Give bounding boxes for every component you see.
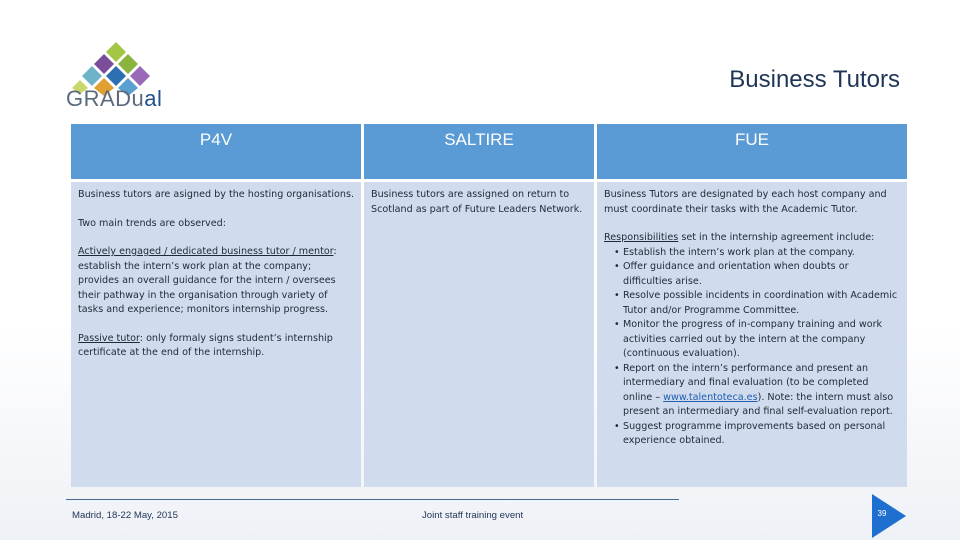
footer-divider <box>66 499 679 500</box>
business-tutors-table <box>68 121 910 490</box>
slide-title: Business Tutors <box>729 66 900 93</box>
passive-tutor-text: : only formaly signs student’s internship certificate at the end of the internship. <box>78 332 333 358</box>
list-item: • Report on the intern’s performance and present an intermediary and final evaluation (to be completed online – www.talentoteca.es). Note: the intern must also present an intermediary and final self-evaluation report. <box>614 362 900 420</box>
p4v-intro: Business tutors are asigned by the hosting organisations. <box>78 189 355 200</box>
p4v-passive-tutor <box>78 332 354 361</box>
list-item: • Offer guidance and orientation when doubts or difficulties arise. <box>614 260 900 289</box>
footer-event-name: Joint staff training event <box>422 510 524 521</box>
list-item: • Suggest programme improvements based on personal experience obtained. <box>614 420 900 449</box>
table-row <box>71 182 907 487</box>
passive-tutor-label: Passive tutor <box>78 332 140 344</box>
column-header-saltire: SALTIRE <box>364 124 594 179</box>
cell-saltire <box>364 182 594 487</box>
talentoteca-link[interactable]: www.talentoteca.es <box>663 391 758 403</box>
active-tutor-text: : establish the intern’s work plan at the company; provides an overall guidance for the intern / oversees their pathway in the organisation through variety of tasks and experience; monitors internship progress. <box>78 246 337 315</box>
saltire-text: Business tutors are assigned on return to Scotland as part of Future Leaders Network. <box>371 189 583 215</box>
list-item: • Establish the intern’s work plan at the company. <box>614 246 900 261</box>
table-header-row <box>71 124 907 179</box>
footer-date-location: Madrid, 18-22 May, 2015 <box>72 510 178 521</box>
logo-wordmark: GRADual <box>66 86 163 111</box>
list-item: • Monitor the progress of in-company training and work activities carried out by the intern at the company (continuous evaluation). <box>614 318 900 362</box>
p4v-trends: Two main trends are observed: <box>78 217 226 229</box>
column-header-fue: FUE <box>597 124 907 179</box>
p4v-active-tutor <box>78 245 354 318</box>
fue-responsibilities-list <box>604 246 900 449</box>
cell-p4v <box>71 182 361 487</box>
column-header-p4v: P4V <box>71 124 361 179</box>
active-tutor-label: Actively engaged / dedicated business tutor / mentor <box>78 246 334 257</box>
list-item: • Resolve possible incidents in coordination with Academic Tutor and/or Programme Committee. <box>614 289 900 318</box>
cell-fue <box>597 182 907 487</box>
fue-intro: Business Tutors are designated by each host company and must coordinate their tasks with the Academic Tutor. <box>604 189 887 215</box>
page-number: 39 <box>877 509 887 518</box>
fue-responsibilities-heading: Responsibilities set in the internship agreement include: <box>604 232 875 243</box>
